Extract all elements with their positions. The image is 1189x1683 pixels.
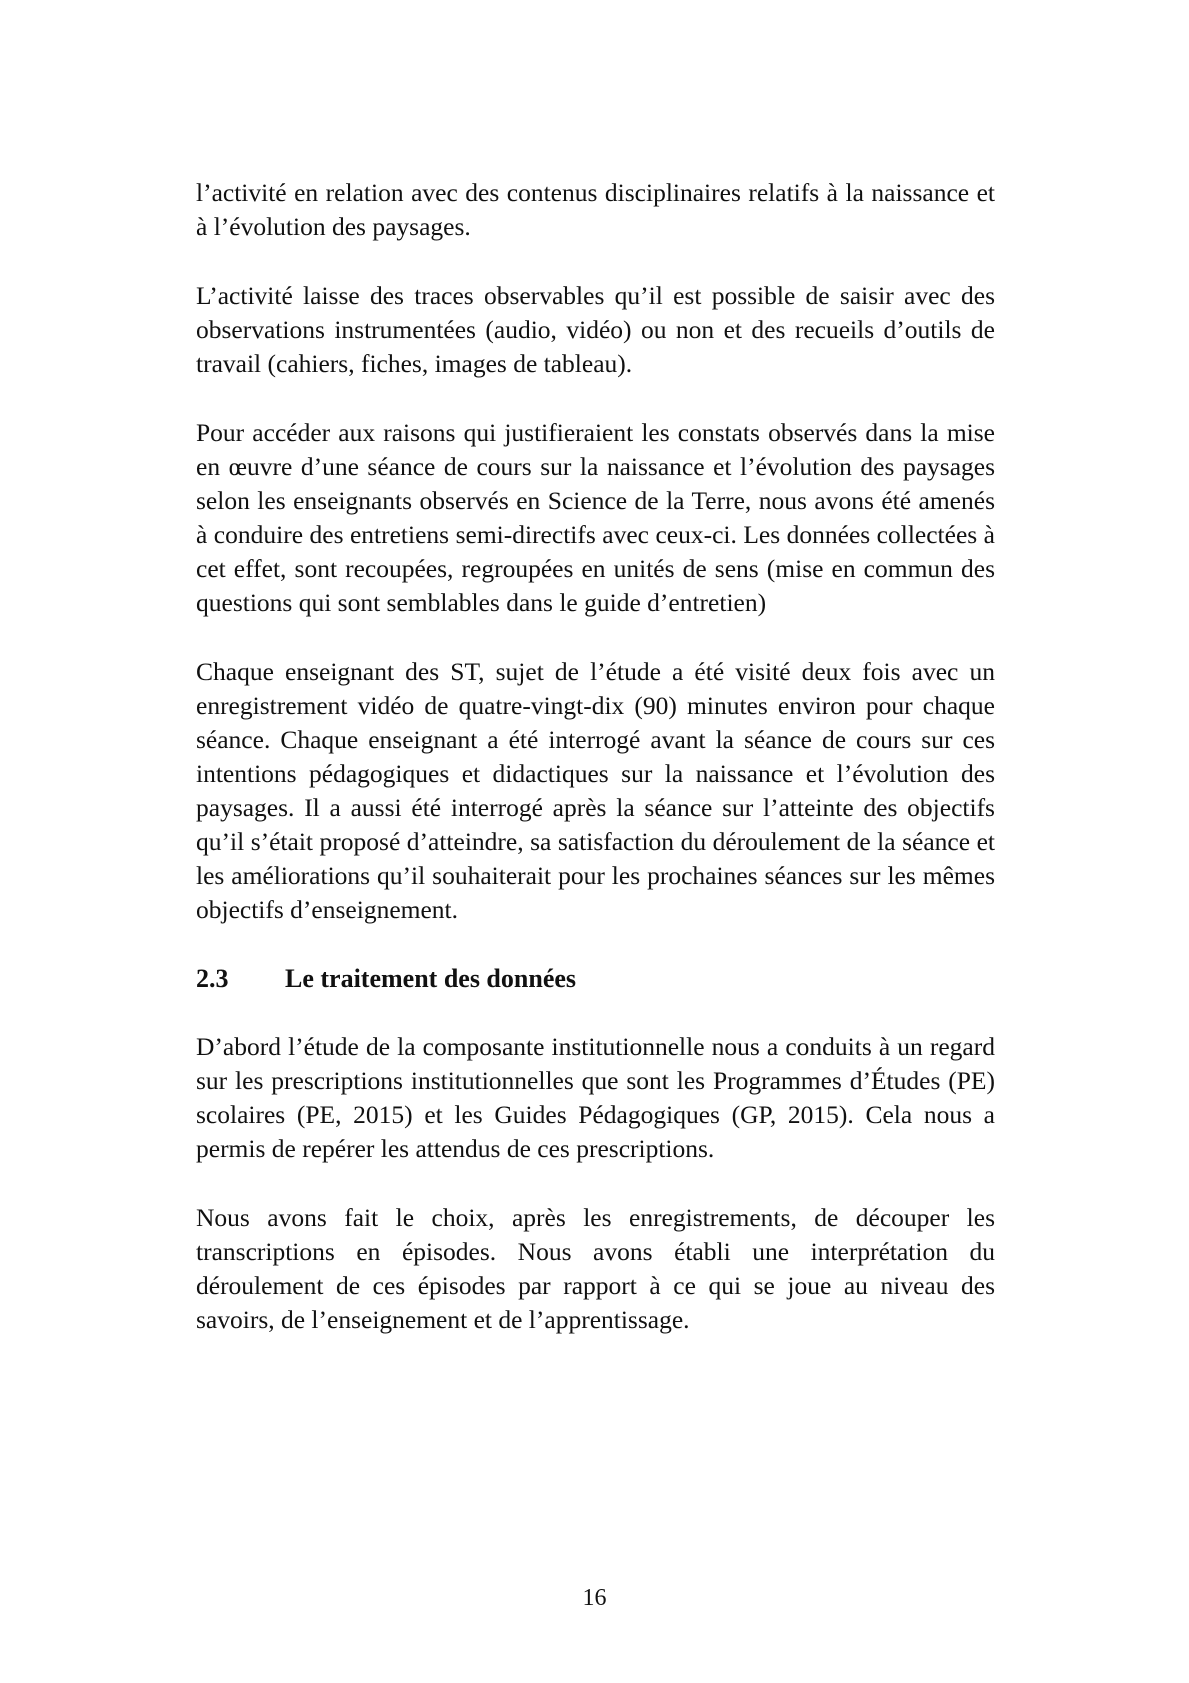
- paragraph-teacher-visits: Chaque enseignant des ST, sujet de l’étude a été visité deux fois avec un enregistrement vidéo de quatre-vingt-dix (90) minutes environ pour chaque séance. Chaque enseignant a été interrogé avant la séance de cours sur ces intentions pédagogiques et didactiques sur la naissance et l’évolution des paysages. Il a aussi été interrogé après la séance sur l’atteinte des objectifs qu’il s’était proposé d’atteindre, sa satisfaction du déroulement de la séance et les améliorations qu’il souhaiterait pour les prochaines séances sur les mêmes objectifs d’enseignement.: [196, 657, 995, 924]
- paragraph-episode-transcription: Nous avons fait le choix, après les enregistrements, de découper les transcriptions en épisodes. Nous avons établi une interprétation du déroulement de ces épisodes par rapport à ce qui se joue au niveau des savoirs, de l’enseignement et de l’apprentissage.: [196, 1203, 995, 1334]
- page-number: 16: [582, 1585, 607, 1611]
- paragraph-activity-context: l’activité en relation avec des contenus disciplinaires relatifs à la naissance et à l’évolution des paysages.: [196, 178, 995, 241]
- paragraph-observable-traces: L’activité laisse des traces observables qu’il est possible de saisir avec des observations instrumentées (audio, vidéo) ou non et des recueils d’outils de travail (cahiers, fiches, images de tableau).: [196, 281, 995, 378]
- document-page-body: [196, 176, 995, 1372]
- paragraph-interviews: Pour accéder aux raisons qui justifieraient les constats observés dans la mise en œuvre d’une séance de cours sur la naissance et l’évolution des paysages selon les enseignants observés en Science de la Terre, nous avons été amenés à conduire des entretiens semi-directifs avec ceux-ci. Les données collectées à cet effet, sont recoupées, regroupées en unités de sens (mise en commun des questions qui sont semblables dans le guide d’entretien): [196, 418, 995, 617]
- paragraph-institutional-component: D’abord l’étude de la composante institutionnelle nous a conduits à un regard sur les prescriptions institutionnelles que sont les Programmes d’Études (PE) scolaires (PE, 2015) et les Guides Pédagogiques (GP, 2015). Cela nous a permis de repérer les attendus de ces prescriptions.: [196, 1032, 995, 1163]
- section-heading: [196, 962, 995, 996]
- section-number: 2.3: [196, 964, 229, 993]
- section-title: Le traitement des données: [285, 964, 577, 993]
